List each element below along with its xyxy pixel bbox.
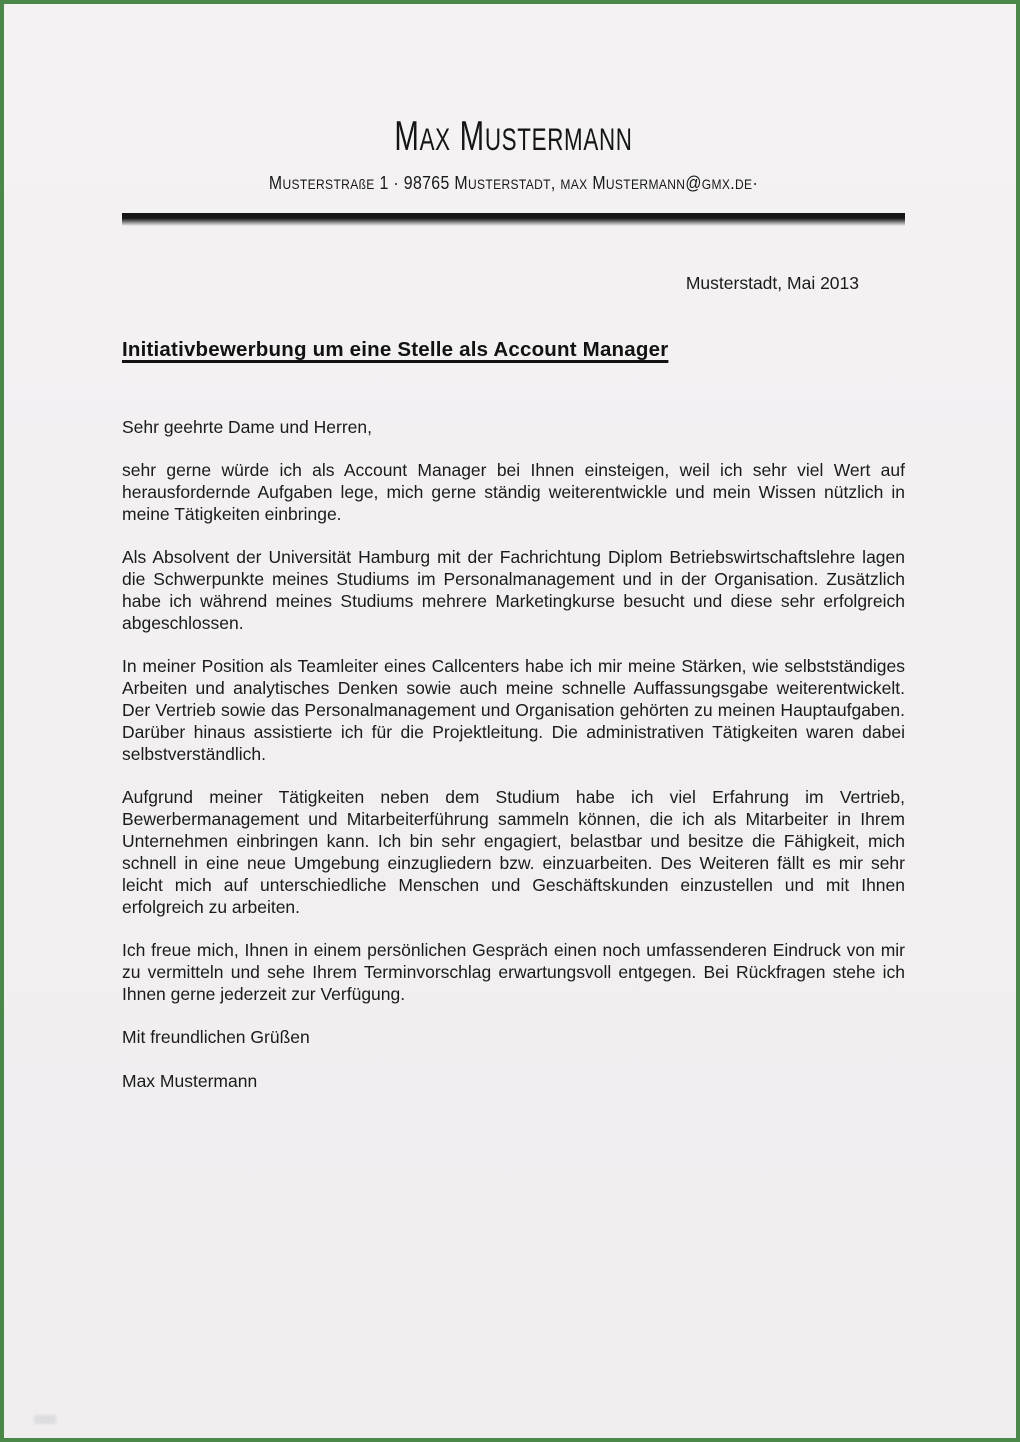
body-paragraph-3: In meiner Position als Teamleiter eines Callcenters habe ich mir meine Stärken, wie selbstständiges Arbeiten und analytisches Denken sowie auch meine schnelle Auffassungsgabe weiterentwickelt. Der Vertrieb sowie das Personalmanagement und Organisation gehörten zu meinen Hauptaufgaben. Darüber hinaus assistierte ich für die Projektleitung. Die administrativen Tätigkeiten waren dabei selbstverständlich. [122, 655, 905, 764]
letterhead-divider-rule [122, 213, 905, 226]
salutation: Sehr geehrte Dame und Herren, [122, 416, 372, 437]
date-line: Musterstadt, Mai 2013 [685, 272, 859, 293]
sender-address-line: MUSTERSTRAßE 1 · 98765 MUSTERSTADT, MAX MUSTERMANN@GMX.DE· [268, 173, 759, 194]
body-paragraph-1: sehr gerne würde ich als Account Manager bei Ihnen einsteigen, weil ich sehr viel Wert auf herausfordernde Aufgaben lege, mich gerne ständig weiterentwickle und mein Wissen nützlich in meine Tätigkeiten einbringe. [122, 459, 905, 524]
body-paragraph-2: Als Absolvent der Universität Hamburg mit der Fachrichtung Diplom Betriebswirtschaftslehre lagen die Schwerpunkte meines Studiums im Personalmanagement und in der Organisation. Zusätzlich habe ich während meines Studiums mehrere Marketingkurse besucht und diese sehr erfolgreich abgeschlossen. [122, 546, 905, 633]
body-paragraph-4: Aufgrund meiner Tätigkeiten neben dem Studium habe ich viel Erfahrung im Vertrieb, Bewerbermanagement und Mitarbeiterführung sammeln können, die ich als Mitarbeiter in Ihrem Unternehmen einbringen kann. Ich bin sehr engagiert, belastbar und besitze die Fähigkeit, mich schnell in eine neue Umgebung einzugliedern bzw. einzuarbeiten. Des Weiteren fällt es mir sehr leicht mich auf unterschiedliche Menschen und Geschäftskunden einzustellen und mit Ihnen erfolgreich zu arbeiten. [122, 786, 905, 917]
signature-name: Max Mustermann [122, 1070, 258, 1091]
scan-smudge-artifact [34, 1415, 56, 1424]
closing-phrase: Mit freundlichen Grüßen [122, 1026, 310, 1047]
sender-name: MAX MUSTERMANN [394, 112, 633, 159]
letterhead [122, 114, 905, 226]
body-paragraph-5: Ich freue mich, Ihnen in einem persönlichen Gespräch einen noch umfassenderen Eindruck von mir zu vermitteln und sehe Ihrem Terminvorschlag erwartungsvoll entgegen. Bei Rückfragen stehe ich Ihnen gerne jederzeit zur Verfügung. [122, 939, 905, 1004]
subject-line: Initiativbewerbung um eine Stelle als Account Manager [122, 337, 669, 361]
